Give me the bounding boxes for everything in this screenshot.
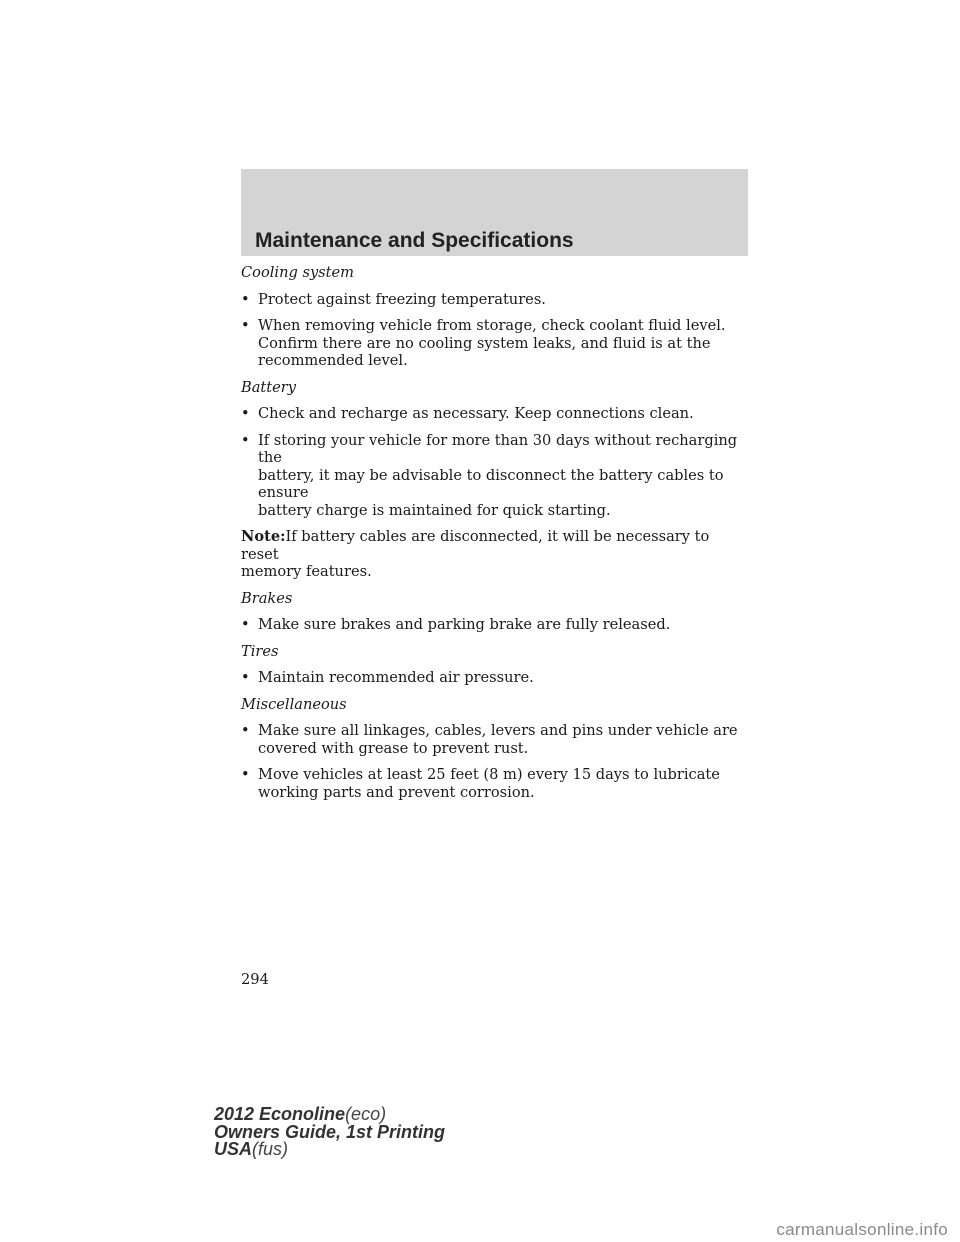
bullet-list-tires (241, 669, 751, 687)
list-item-text: Make sure brakes and parking brake are fully released. (258, 616, 671, 633)
list-item (241, 669, 751, 687)
list-item-text: If storing your vehicle for more than 30 days without recharging the battery, it may be advisable to disconnect the battery cables to ensure battery charge is maintained for quick starting. (258, 431, 738, 519)
bullet-icon: • (241, 669, 250, 686)
note-label: Note: (241, 528, 286, 545)
bullet-icon: • (241, 317, 250, 334)
bullet-icon: • (241, 431, 250, 449)
list-item (241, 291, 751, 309)
section-title: Maintenance and Specifications (255, 229, 574, 252)
list-item (241, 766, 751, 801)
bullet-icon: • (241, 290, 250, 308)
footer-model-name: 2012 Econoline (214, 1104, 346, 1124)
footer-market: USA (214, 1139, 253, 1160)
subheading-tires: Tires (241, 642, 279, 660)
subheading-cooling-system: Cooling system (241, 264, 355, 281)
list-item-text: Move vehicles at least 25 feet (8 m) every 15 days to lubricate working parts and prevent corrosion. (258, 766, 720, 801)
page-number: 294 (241, 971, 269, 988)
list-item (241, 432, 751, 520)
site-watermark: carmanualsonline.info (776, 1220, 948, 1239)
list-item (241, 405, 751, 423)
footer-line-market (214, 1141, 445, 1159)
bullet-icon: • (241, 405, 250, 422)
list-item (241, 722, 751, 757)
footer-market-code: (fus) (252, 1139, 289, 1160)
bullet-list-cooling-system (241, 291, 751, 370)
subheading-battery: Battery (241, 378, 297, 396)
footer-model-code: (eco) (345, 1104, 387, 1124)
bullet-icon: • (241, 616, 250, 633)
section-header-band (241, 169, 748, 256)
bullet-list-brakes (241, 616, 751, 634)
list-item (241, 317, 751, 370)
note-paragraph (241, 528, 751, 581)
subheading-miscellaneous: Miscellaneous (241, 695, 347, 713)
document-footer (214, 1106, 445, 1159)
note-text: If battery cables are disconnected, it will be necessary to reset memory features. (241, 528, 710, 580)
subheading-brakes: Brakes (241, 589, 293, 607)
bullet-icon: • (241, 766, 250, 783)
list-item-text: Maintain recommended air pressure. (258, 669, 534, 686)
bullet-list-miscellaneous (241, 722, 751, 801)
bullet-list-battery (241, 405, 751, 519)
list-item (241, 616, 751, 634)
list-item-text: When removing vehicle from storage, check coolant fluid level. Confirm there are no cooling system leaks, and fluid is at the recommended level. (258, 317, 726, 369)
footer-edition: Owners Guide, 1st Printing (214, 1121, 446, 1142)
list-item-text: Make sure all linkages, cables, levers and pins under vehicle are covered with grease to prevent rust. (258, 722, 738, 757)
list-item-text: Check and recharge as necessary. Keep connections clean. (258, 405, 694, 422)
bullet-icon: • (241, 722, 250, 739)
page-content (241, 264, 751, 810)
list-item-text: Protect against freezing temperatures. (258, 290, 546, 308)
